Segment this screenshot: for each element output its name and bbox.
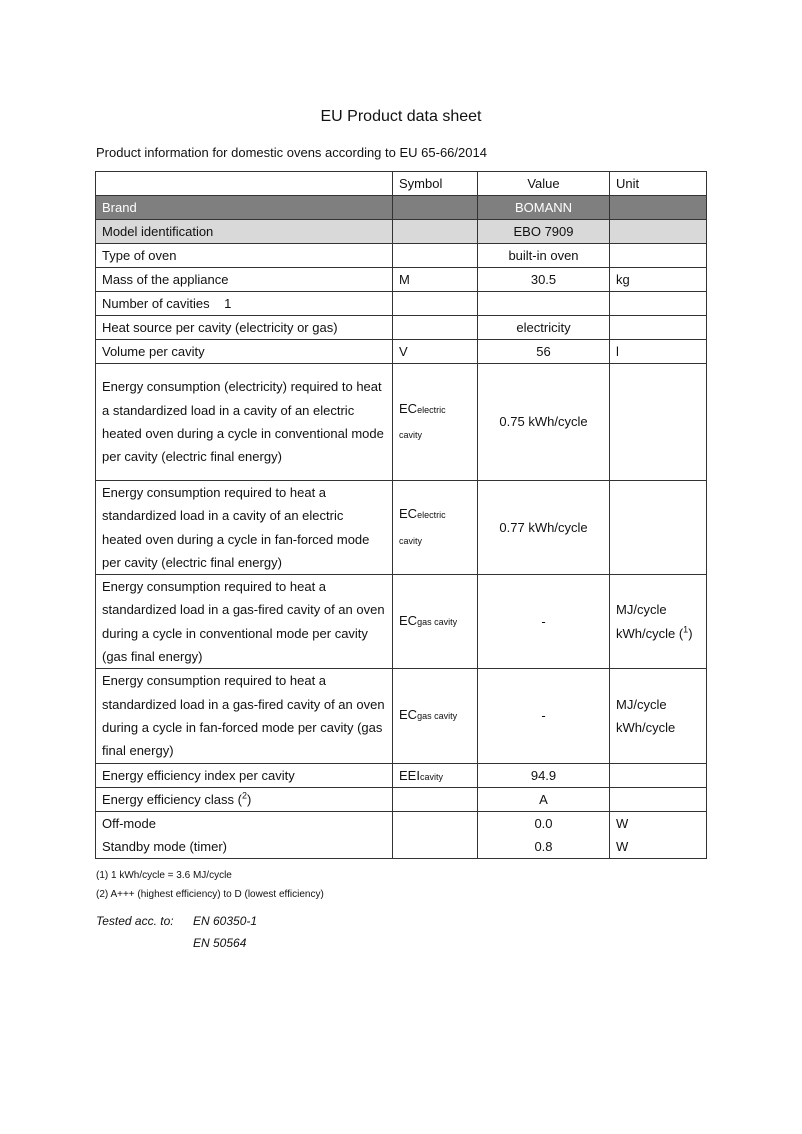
energy-class-label: Energy efficiency class ( xyxy=(102,791,242,807)
tested-standard-1: EN 60350-1 xyxy=(193,914,258,928)
gas-conventional-unit2: kWh/cycle ( xyxy=(616,625,684,641)
volume-unit: l xyxy=(610,340,707,364)
tested-label: Tested acc. to: xyxy=(96,914,174,928)
energy-class-label-end: ) xyxy=(246,791,252,807)
product-data-table xyxy=(95,171,707,859)
gas-conventional-label: Energy consumption required to heat a standardized load in a gas-fired cavity of an oven during a cycle in conventional mode per cavity (gas final energy) xyxy=(96,575,393,669)
mass-unit: kg xyxy=(610,268,707,292)
cavities-label: Number of cavities xyxy=(102,296,210,311)
heat-source-label: Heat source per cavity (electricity or gas) xyxy=(96,316,393,340)
gas-fan-unit1: MJ/cycle xyxy=(616,696,667,712)
header-unit: Unit xyxy=(610,172,707,196)
gas-fan-value: - xyxy=(478,669,610,763)
mass-symbol: M xyxy=(393,268,478,292)
header-symbol: Symbol xyxy=(393,172,478,196)
row-eei xyxy=(96,763,707,787)
brand-value: BOMANN xyxy=(478,196,610,220)
tested-standard-2: EN 50564 xyxy=(193,936,247,950)
row-mass xyxy=(96,268,707,292)
row-ec-fan xyxy=(96,481,707,575)
ec-fan-symbol-sub: electric cavity xyxy=(399,510,446,546)
brand-label: Brand xyxy=(96,196,393,220)
eei-value: 94.9 xyxy=(478,763,610,787)
gas-fan-unit2: kWh/cycle xyxy=(616,719,676,735)
model-label: Model identification xyxy=(96,220,393,244)
ec-fan-symbol: EC xyxy=(399,506,418,522)
row-ec-conventional xyxy=(96,364,707,481)
ec-conventional-label: Energy consumption (electricity) required to heat a standardized load in a cavity of an electric heated oven during a cycle in conventional mode per cavity (electric final energy) xyxy=(96,364,393,481)
footnote-ref-1: 1 xyxy=(683,624,689,635)
ec-conventional-value: 0.75 kWh/cycle xyxy=(499,414,588,430)
cavities-count: 1 xyxy=(224,296,232,311)
standby-value: 0.8 xyxy=(534,838,553,854)
page-title: EU Product data sheet xyxy=(320,108,482,125)
gas-conventional-symbol-sub: gas cavity xyxy=(417,617,458,628)
gas-fan-label: Energy consumption required to heat a standardized load in a gas-fired cavity of an oven during a cycle in fan-forced mode per cavity (gas final energy) xyxy=(96,669,393,763)
ec-conventional-symbol-sub: electric cavity xyxy=(399,404,446,440)
row-heat-source xyxy=(96,316,707,340)
energy-class-value: A xyxy=(478,787,610,811)
model-value: EBO 7909 xyxy=(478,220,610,244)
eei-symbol: EEI xyxy=(399,767,420,783)
offmode-unit: W xyxy=(616,815,629,831)
ec-fan-label: Energy consumption required to heat a standardized load in a cavity of an electric heated oven during a cycle in fan-forced mode per cavity (electric final energy) xyxy=(96,481,393,575)
row-type xyxy=(96,244,707,268)
mass-label: Mass of the appliance xyxy=(96,268,393,292)
gas-conventional-symbol: EC xyxy=(399,613,418,629)
subtitle: Product information for domestic ovens according to EU 65-66/2014 xyxy=(96,145,487,160)
gas-conventional-unit1: MJ/cycle xyxy=(616,602,667,618)
ec-conventional-symbol: EC xyxy=(399,400,418,416)
row-volume xyxy=(96,340,707,364)
eei-symbol-sub: cavity xyxy=(419,771,443,782)
row-power-modes xyxy=(96,811,707,858)
volume-label: Volume per cavity xyxy=(96,340,393,364)
footnote-ref-2: 2 xyxy=(241,790,247,801)
ec-fan-value: 0.77 kWh/cycle xyxy=(499,519,588,535)
row-energy-class xyxy=(96,787,707,811)
row-gas-conventional xyxy=(96,575,707,669)
footnote-1: (1) 1 kWh/cycle = 3.6 MJ/cycle xyxy=(96,870,232,881)
gas-conventional-unit2-end: ) xyxy=(688,625,693,641)
header-value: Value xyxy=(478,172,610,196)
gas-fan-symbol: EC xyxy=(399,707,418,723)
heat-source-value: electricity xyxy=(478,316,610,340)
offmode-label: Off-mode xyxy=(102,815,156,831)
row-cavities xyxy=(96,292,707,316)
volume-value: 56 xyxy=(478,340,610,364)
gas-fan-symbol-sub: gas cavity xyxy=(417,711,458,722)
row-brand xyxy=(96,196,707,220)
volume-symbol: V xyxy=(393,340,478,364)
row-gas-fan xyxy=(96,669,707,763)
footnote-2: (2) A+++ (highest efficiency) to D (lowest efficiency) xyxy=(96,889,324,900)
type-value: built-in oven xyxy=(478,244,610,268)
standby-unit: W xyxy=(616,838,629,854)
table-header-row xyxy=(96,172,707,196)
gas-conventional-value: - xyxy=(478,575,610,669)
offmode-value: 0.0 xyxy=(534,815,553,831)
standby-label: Standby mode (timer) xyxy=(102,838,227,854)
type-label: Type of oven xyxy=(96,244,393,268)
eei-label: Energy efficiency index per cavity xyxy=(96,763,393,787)
mass-value: 30.5 xyxy=(478,268,610,292)
tested-line xyxy=(96,914,257,928)
row-model xyxy=(96,220,707,244)
